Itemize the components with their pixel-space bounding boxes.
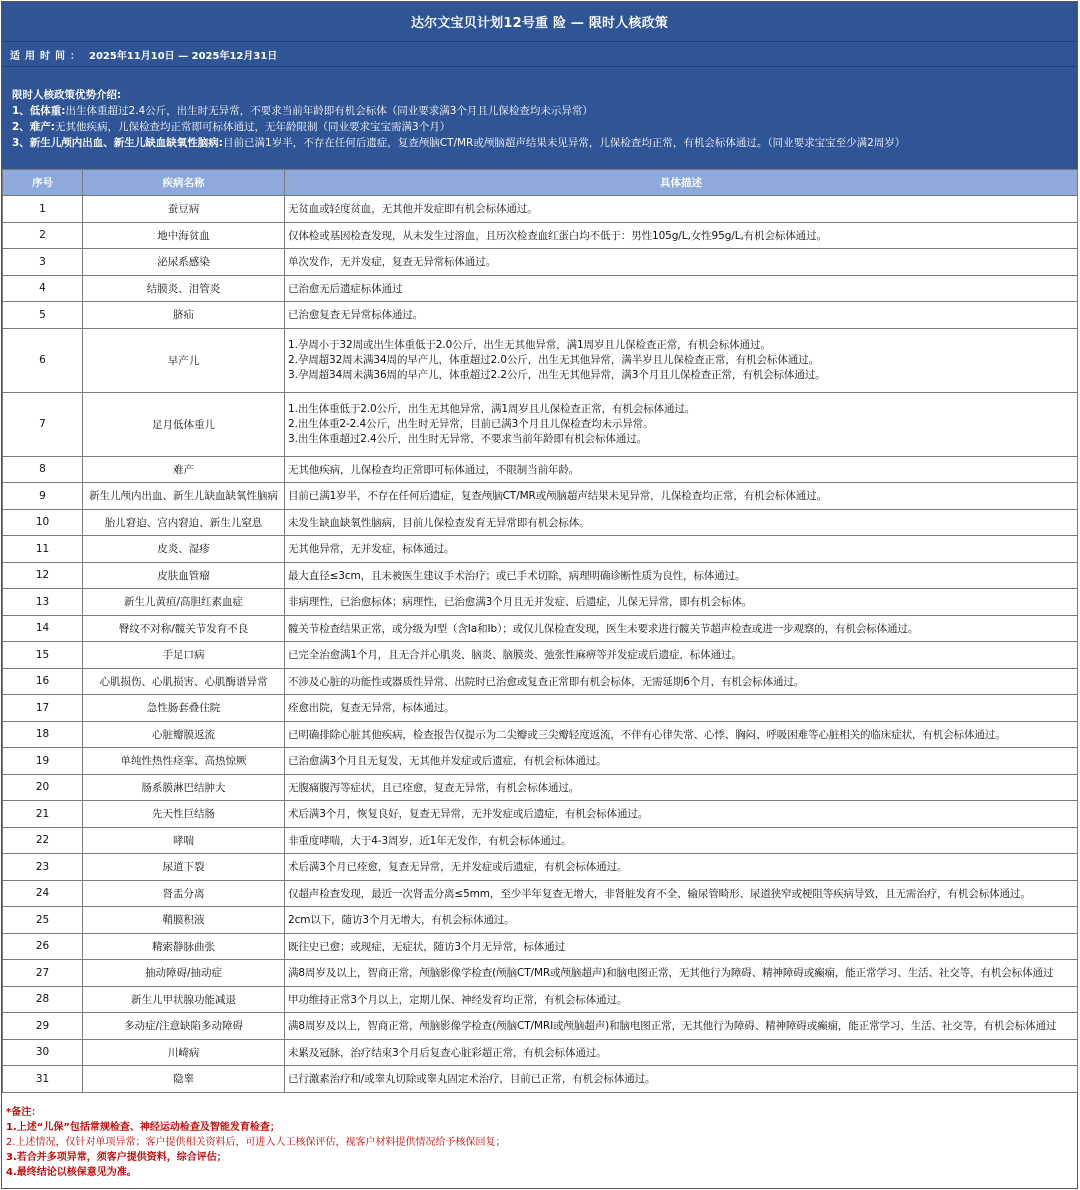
table-row <box>3 328 1078 392</box>
disease-name: 臀纹不对称/髋关节发育不良 <box>83 615 285 642</box>
column-header-no: 序号 <box>3 170 83 196</box>
remarks-list <box>6 1120 1073 1180</box>
table-row <box>3 1066 1078 1093</box>
row-number: 11 <box>3 536 83 563</box>
table-row <box>3 933 1078 960</box>
remark-item: 3.若合并多项异常，须客户提供资料，综合评估； <box>6 1151 227 1163</box>
disease-description <box>285 456 1078 483</box>
table-row <box>3 748 1078 775</box>
row-number: 19 <box>3 748 83 775</box>
row-number: 9 <box>3 483 83 510</box>
disease-name: 心脏瓣膜返流 <box>83 721 285 748</box>
table-row <box>3 456 1078 483</box>
description-line: 髋关节检查结果正常，或分级为I型（含Ia和Ib）；或仅儿保检查发现，医生未要求进行髋关节超声检查或进一步观察的，有机会标体通过。 <box>288 622 919 635</box>
description-line: 已治愈满3个月且无复发，无其他并发症或后遗症，有机会标体通过。 <box>288 755 607 768</box>
description-line: 3.出生体重超过2.4公斤，出生时无异常，不要求当前年龄即有机会标体通过。 <box>288 432 648 445</box>
disease-name: 精索静脉曲张 <box>83 933 285 960</box>
disease-description <box>285 483 1078 510</box>
disease-name: 尿道下裂 <box>83 854 285 881</box>
description-line: 已完全治愈满1个月，且无合并心肌炎、脑炎、脑膜炎、弛张性麻痹等并发症或后遗症，标体通过。 <box>288 649 742 662</box>
column-header-disease: 疾病名称 <box>83 170 285 196</box>
intro-item-label: 3、新生儿颅内出血、新生儿缺血缺氧性脑病: <box>12 137 224 149</box>
row-number: 1 <box>3 196 83 223</box>
table-row <box>3 642 1078 669</box>
row-number: 13 <box>3 589 83 616</box>
disease-name: 哮喘 <box>83 827 285 854</box>
table-row <box>3 907 1078 934</box>
intro-item-text: 目前已满1岁半，不存在任何后遗症，复查颅脑CT/MR或颅脑超声结果未见异常，儿保检查均正常，有机会标体通过。（同业要求宝宝至少满2周岁） <box>223 137 906 149</box>
intro-item-label: 2、难产: <box>12 121 56 133</box>
description-line: 已治愈复查无异常标体通过。 <box>288 309 424 322</box>
table-row <box>3 1013 1078 1040</box>
page-title: 达尔文宝贝计划12号重 险 — 限时人核政策 <box>2 2 1077 42</box>
row-number: 15 <box>3 642 83 669</box>
disease-name: 手足口病 <box>83 642 285 669</box>
table-row <box>3 695 1078 722</box>
disease-name: 多动症/注意缺陷多动障碍 <box>83 1013 285 1040</box>
description-line: 满8周岁及以上，智商正常，颅脑影像学检查(颅脑CT/MRI或颅脑超声)和脑电图正常，无其他行为障碍、精神障碍或癫痫，能正常学习、生活、社交等，有机会标体通过 <box>288 1020 1057 1033</box>
remark-item: 2.上述情况，仅针对单项异常；客户提供相关资料后，可进入人工核保评估，视客户材料提供情况给予核保回复； <box>6 1136 506 1148</box>
disease-description <box>285 249 1078 276</box>
description-line: 1.出生体重低于2.0公斤，出生无其他异常，满1周岁且儿保检查正常，有机会标体通过。 <box>288 402 696 415</box>
disease-name: 泌尿系感染 <box>83 249 285 276</box>
table-row <box>3 275 1078 302</box>
description-line: 2.孕周超32周未满34周的早产儿，体重超过2.0公斤，出生无其他异常，满半岁且儿保检查正常，有机会标体通过。 <box>288 353 819 366</box>
intro-item-text: 出生体重超过2.4公斤，出生时无异常，不要求当前年龄即有机会标体（同业要求满3个月且儿保检查均未示异常） <box>65 105 593 117</box>
disease-name: 皮炎、湿疹 <box>83 536 285 563</box>
disease-name: 新生儿黄疸/高胆红素血症 <box>83 589 285 616</box>
table-row <box>3 589 1078 616</box>
row-number: 10 <box>3 509 83 536</box>
table-header-row <box>3 170 1078 196</box>
description-line: 未累及冠脉，治疗结束3个月后复查心脏彩超正常，有机会标体通过。 <box>288 1046 607 1059</box>
description-line: 无腹痛腹泻等症状，且已痊愈，复查无异常，有机会标体通过。 <box>288 781 580 794</box>
intro-list <box>12 103 1067 151</box>
description-line: 仅超声检查发现，最近一次肾盂分离≤5mm，至少半年复查无增大，非肾脏发育不全、输尿管畸形、尿道狭窄或梗阻等疾病导致，且无需治疗，有机会标体通过。 <box>288 887 1031 900</box>
description-line: 不涉及心脏的功能性或器质性异常、出院时已治愈或复查正常即有机会标体，无需延期6个月，有机会标体通过。 <box>288 675 805 688</box>
row-number: 20 <box>3 774 83 801</box>
table-row <box>3 827 1078 854</box>
disease-name: 抽动障碍/抽动症 <box>83 960 285 987</box>
disease-name: 心肌损伤、心肌损害、心肌酶谱异常 <box>83 668 285 695</box>
disease-description <box>285 562 1078 589</box>
description-line: 非病理性，已治愈标体；病理性，已治愈满3个月且无并发症、后遗症，儿保无异常，即有机会标体。 <box>288 596 753 609</box>
description-line: 无其他疾病，儿保检查均正常即可标体通过，不限制当前年龄。 <box>288 463 580 476</box>
table-row <box>3 509 1078 536</box>
disease-description <box>285 275 1078 302</box>
description-line: 术后满3个月已痊愈，复查无异常，无并发症或后遗症，有机会标体通过。 <box>288 861 628 874</box>
row-number: 4 <box>3 275 83 302</box>
table-row <box>3 774 1078 801</box>
row-number: 16 <box>3 668 83 695</box>
row-number: 28 <box>3 986 83 1013</box>
disease-name: 急性肠套叠住院 <box>83 695 285 722</box>
table-row <box>3 986 1078 1013</box>
table-row <box>3 880 1078 907</box>
remarks <box>2 1093 1077 1180</box>
disease-name: 肠系膜淋巴结肿大 <box>83 774 285 801</box>
disease-name: 早产儿 <box>83 328 285 392</box>
disease-name: 新生儿颅内出血、新生儿缺血缺氧性脑病 <box>83 483 285 510</box>
row-number: 7 <box>3 392 83 456</box>
policy-sheet <box>1 1 1078 1189</box>
intro-item-text: 无其他疾病，儿保检查均正常即可标体通过，无年龄限制（同业要求宝宝需满3个月） <box>55 121 451 133</box>
table-row <box>3 536 1078 563</box>
row-number: 31 <box>3 1066 83 1093</box>
disease-description <box>285 986 1078 1013</box>
row-number: 5 <box>3 302 83 329</box>
description-line: 已明确排除心脏其他疾病，检查报告仅提示为二尖瓣或三尖瓣轻度返流，不伴有心律失常、心悸、胸闷、呼吸困难等心脏相关的临床症状，有机会标体通过。 <box>288 728 1006 741</box>
row-number: 6 <box>3 328 83 392</box>
row-number: 24 <box>3 880 83 907</box>
disease-description <box>285 880 1078 907</box>
disease-description <box>285 589 1078 616</box>
row-number: 8 <box>3 456 83 483</box>
row-number: 2 <box>3 222 83 249</box>
table-row <box>3 668 1078 695</box>
intro-item <box>12 135 1067 151</box>
disease-description <box>285 668 1078 695</box>
effective-date-bar <box>2 42 1077 67</box>
description-line: 1.孕周小于32周或出生体重低于2.0公斤，出生无其他异常，满1周岁且儿保检查正常，有机会标体通过。 <box>288 338 771 351</box>
row-number: 12 <box>3 562 83 589</box>
description-line: 3.孕周超34周未满36周的早产儿，体重超过2.2公斤，出生无其他异常，满3个月且儿保检查正常，有机会标体通过。 <box>288 368 826 381</box>
remark-item: 4.最终结论以核保意见为准。 <box>6 1166 137 1178</box>
row-number: 22 <box>3 827 83 854</box>
row-number: 26 <box>3 933 83 960</box>
row-number: 14 <box>3 615 83 642</box>
disease-description <box>285 907 1078 934</box>
disease-name: 单纯性热性痉挛、高热惊厥 <box>83 748 285 775</box>
date-value: 2025年11月10日 — 2025年12月31日 <box>89 50 278 62</box>
table-row <box>3 222 1078 249</box>
description-line: 满8周岁及以上，智商正常，颅脑影像学检查(颅脑CT/MR或颅脑超声)和脑电图正常，无其他行为障碍、精神障碍或癫痫，能正常学习、生活、社交等，有机会标体通过 <box>288 967 1054 980</box>
disease-name: 新生儿甲状腺功能减退 <box>83 986 285 1013</box>
disease-description <box>285 196 1078 223</box>
table-row <box>3 196 1078 223</box>
table-row <box>3 960 1078 987</box>
description-line: 非重度哮喘，大于4-3周岁，近1年无发作，有机会标体通过。 <box>288 834 572 847</box>
table-row <box>3 562 1078 589</box>
disease-name: 足月低体重儿 <box>83 392 285 456</box>
table-row <box>3 721 1078 748</box>
disease-description <box>285 302 1078 329</box>
remark-item: 1.上述“儿保”包括常规检查、神经运动检查及智能发育检查； <box>6 1121 280 1133</box>
disease-description <box>285 1013 1078 1040</box>
disease-name: 胎儿窘迫、宫内窘迫、新生儿窒息 <box>83 509 285 536</box>
disease-description <box>285 1039 1078 1066</box>
disease-name: 隐睾 <box>83 1066 285 1093</box>
disease-description <box>285 960 1078 987</box>
disease-description <box>285 721 1078 748</box>
row-number: 25 <box>3 907 83 934</box>
table-row <box>3 302 1078 329</box>
description-line: 2.出生体重2-2.4公斤，出生时无异常，目前已满3个月且儿保检查均未示异常。 <box>288 417 654 430</box>
description-line: 已治愈无后遗症标体通过 <box>288 282 403 295</box>
disease-description <box>285 774 1078 801</box>
disease-description <box>285 615 1078 642</box>
disease-description <box>285 392 1078 456</box>
description-line: 未发生缺血缺氧性脑病，目前儿保检查发育无异常即有机会标体。 <box>288 516 590 529</box>
intro-heading: 限时人核政策优势介绍: <box>12 89 122 101</box>
table-row <box>3 483 1078 510</box>
disease-description <box>285 328 1078 392</box>
disease-description <box>285 748 1078 775</box>
description-line: 目前已满1岁半，不存在任何后遗症，复查颅脑CT/MR或颅脑超声结果未见异常，儿保检查均正常，有机会标体通过。 <box>288 490 827 503</box>
description-line: 仅体检或基因检查发现，从未发生过溶血，且历次检查血红蛋白均不低于：男性105g/L,女性95g/L,有机会标体通过。 <box>288 229 827 242</box>
row-number: 18 <box>3 721 83 748</box>
row-number: 21 <box>3 801 83 828</box>
policy-intro <box>2 67 1077 169</box>
table-row <box>3 249 1078 276</box>
description-line: 术后满3个月，恢复良好，复查无异常，无并发症或后遗症，有机会标体通过。 <box>288 808 649 821</box>
disease-table <box>2 169 1078 1093</box>
disease-description <box>285 801 1078 828</box>
description-line: 2cm以下，随访3个月无增大，有机会标体通过。 <box>288 914 515 927</box>
description-line: 无贫血或轻度贫血，无其他并发症即有机会标体通过。 <box>288 203 538 216</box>
disease-description <box>285 933 1078 960</box>
disease-description <box>285 854 1078 881</box>
disease-description <box>285 827 1078 854</box>
disease-name: 鞘膜积液 <box>83 907 285 934</box>
disease-name: 川崎病 <box>83 1039 285 1066</box>
row-number: 27 <box>3 960 83 987</box>
disease-description <box>285 642 1078 669</box>
intro-item-label: 1、低体重: <box>12 105 66 117</box>
description-line: 痊愈出院，复查无异常，标体通过。 <box>288 702 455 715</box>
disease-description <box>285 509 1078 536</box>
disease-name: 肾盂分离 <box>83 880 285 907</box>
remarks-heading: *备注： <box>6 1106 42 1118</box>
description-line: 无其他异常，无并发症，标体通过。 <box>288 543 455 556</box>
disease-name: 地中海贫血 <box>83 222 285 249</box>
row-number: 29 <box>3 1013 83 1040</box>
row-number: 3 <box>3 249 83 276</box>
description-line: 最大直径≤3cm，且未被医生建议手术治疗；或已手术切除，病理明确诊断性质为良性，标体通过。 <box>288 569 746 582</box>
description-line: 既往史已愈；或现症，无症状，随访3个月无异常，标体通过 <box>288 940 565 953</box>
disease-name: 先天性巨结肠 <box>83 801 285 828</box>
intro-item <box>12 103 1067 119</box>
disease-description <box>285 536 1078 563</box>
disease-name: 脐疝 <box>83 302 285 329</box>
row-number: 30 <box>3 1039 83 1066</box>
disease-description <box>285 222 1078 249</box>
table-row <box>3 392 1078 456</box>
disease-name: 结膜炎、泪管炎 <box>83 275 285 302</box>
table-row <box>3 801 1078 828</box>
table-row <box>3 854 1078 881</box>
intro-item <box>12 119 1067 135</box>
disease-name: 难产 <box>83 456 285 483</box>
description-line: 单次发作，无并发症，复查无异常标体通过。 <box>288 256 496 269</box>
disease-name: 蚕豆病 <box>83 196 285 223</box>
date-label: 适用时间： <box>10 50 85 62</box>
row-number: 17 <box>3 695 83 722</box>
description-line: 已行激素治疗和/或睾丸切除或睾丸固定术治疗，目前已正常，有机会标体通过。 <box>288 1073 656 1086</box>
table-row <box>3 615 1078 642</box>
description-line: 甲功维持正常3个月以上，定期儿保、神经发育均正常，有机会标体通过。 <box>288 993 628 1006</box>
disease-description <box>285 1066 1078 1093</box>
table-row <box>3 1039 1078 1066</box>
row-number: 23 <box>3 854 83 881</box>
column-header-description: 具体描述 <box>285 170 1078 196</box>
disease-name: 皮肤血管瘤 <box>83 562 285 589</box>
disease-description <box>285 695 1078 722</box>
